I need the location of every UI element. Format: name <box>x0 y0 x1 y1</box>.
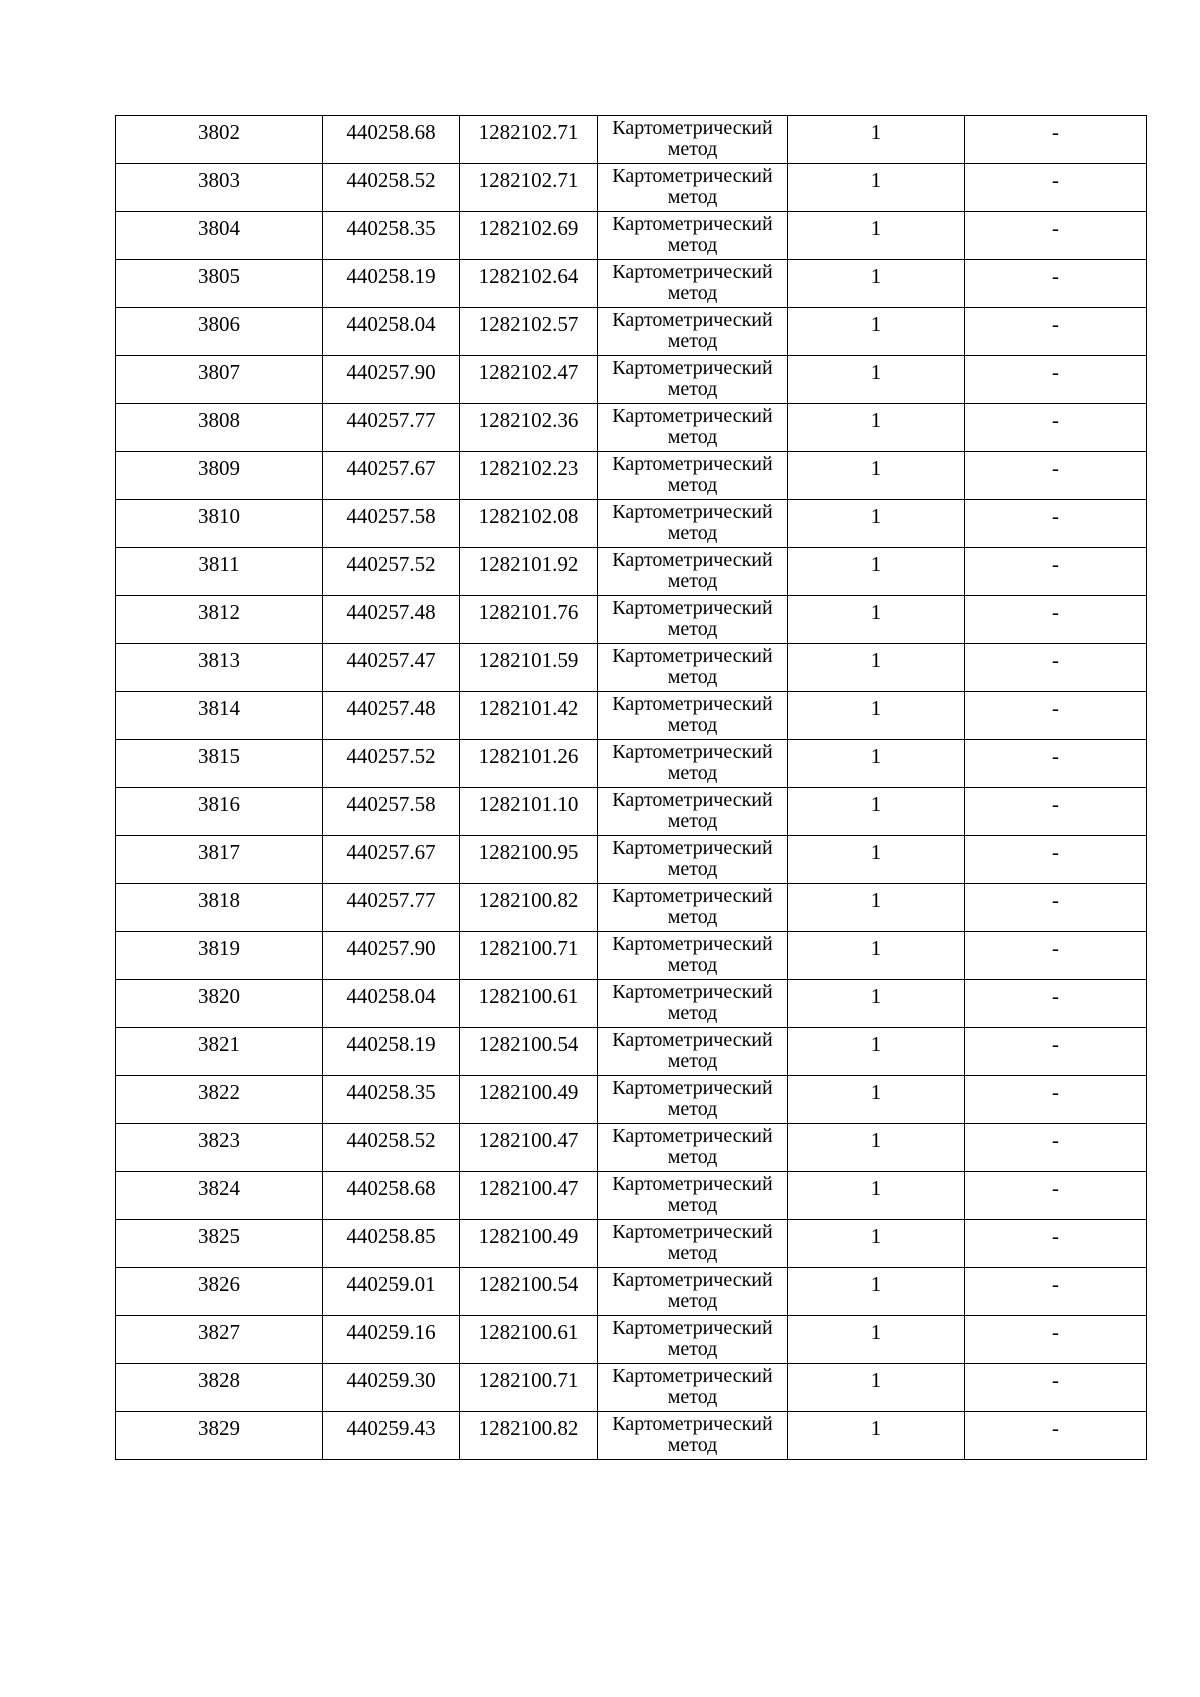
accuracy-cell: 1 <box>788 164 965 212</box>
x-coordinate-cell: 440257.77 <box>323 884 460 932</box>
description-cell: - <box>965 596 1147 644</box>
accuracy-cell: 1 <box>788 980 965 1028</box>
x-coordinate-cell: 440257.52 <box>323 740 460 788</box>
y-coordinate-cell: 1282100.82 <box>460 884 598 932</box>
x-coordinate-cell: 440258.19 <box>323 260 460 308</box>
x-coordinate-cell: 440257.90 <box>323 932 460 980</box>
description-cell: - <box>965 404 1147 452</box>
method-cell: Картометрический метод <box>598 932 788 980</box>
y-coordinate-cell: 1282101.10 <box>460 788 598 836</box>
y-coordinate-cell: 1282101.26 <box>460 740 598 788</box>
point-number-cell: 3802 <box>116 116 323 164</box>
point-number-cell: 3804 <box>116 212 323 260</box>
y-coordinate-cell: 1282100.71 <box>460 932 598 980</box>
accuracy-cell: 1 <box>788 308 965 356</box>
table-row <box>116 1364 1147 1412</box>
method-cell: Картометрический метод <box>598 260 788 308</box>
description-cell: - <box>965 884 1147 932</box>
y-coordinate-cell: 1282102.71 <box>460 164 598 212</box>
table-row <box>116 644 1147 692</box>
y-coordinate-cell: 1282100.71 <box>460 1364 598 1412</box>
method-cell: Картометрический метод <box>598 1028 788 1076</box>
accuracy-cell: 1 <box>788 1364 965 1412</box>
x-coordinate-cell: 440257.48 <box>323 692 460 740</box>
table-row <box>116 980 1147 1028</box>
method-cell: Картометрический метод <box>598 500 788 548</box>
y-coordinate-cell: 1282102.47 <box>460 356 598 404</box>
description-cell: - <box>965 1076 1147 1124</box>
x-coordinate-cell: 440258.04 <box>323 308 460 356</box>
accuracy-cell: 1 <box>788 1028 965 1076</box>
description-cell: - <box>965 836 1147 884</box>
y-coordinate-cell: 1282102.64 <box>460 260 598 308</box>
table-row <box>116 788 1147 836</box>
table-row <box>116 1316 1147 1364</box>
accuracy-cell: 1 <box>788 500 965 548</box>
point-number-cell: 3822 <box>116 1076 323 1124</box>
x-coordinate-cell: 440257.47 <box>323 644 460 692</box>
point-number-cell: 3813 <box>116 644 323 692</box>
method-cell: Картометрический метод <box>598 548 788 596</box>
point-number-cell: 3803 <box>116 164 323 212</box>
point-number-cell: 3821 <box>116 1028 323 1076</box>
point-number-cell: 3827 <box>116 1316 323 1364</box>
description-cell: - <box>965 500 1147 548</box>
x-coordinate-cell: 440259.01 <box>323 1268 460 1316</box>
table-row <box>116 1412 1147 1460</box>
y-coordinate-cell: 1282100.49 <box>460 1076 598 1124</box>
method-cell: Картометрический метод <box>598 356 788 404</box>
description-cell: - <box>965 116 1147 164</box>
x-coordinate-cell: 440259.43 <box>323 1412 460 1460</box>
table-row <box>116 116 1147 164</box>
x-coordinate-cell: 440257.67 <box>323 452 460 500</box>
table-row <box>116 692 1147 740</box>
description-cell: - <box>965 1316 1147 1364</box>
description-cell: - <box>965 1220 1147 1268</box>
x-coordinate-cell: 440258.52 <box>323 164 460 212</box>
y-coordinate-cell: 1282101.59 <box>460 644 598 692</box>
table-row <box>116 1124 1147 1172</box>
y-coordinate-cell: 1282100.47 <box>460 1124 598 1172</box>
description-cell: - <box>965 1172 1147 1220</box>
description-cell: - <box>965 308 1147 356</box>
table-row <box>116 452 1147 500</box>
accuracy-cell: 1 <box>788 836 965 884</box>
accuracy-cell: 1 <box>788 212 965 260</box>
x-coordinate-cell: 440258.52 <box>323 1124 460 1172</box>
table-row <box>116 836 1147 884</box>
point-number-cell: 3812 <box>116 596 323 644</box>
accuracy-cell: 1 <box>788 692 965 740</box>
method-cell: Картометрический метод <box>598 164 788 212</box>
method-cell: Картометрический метод <box>598 1172 788 1220</box>
accuracy-cell: 1 <box>788 260 965 308</box>
description-cell: - <box>965 788 1147 836</box>
x-coordinate-cell: 440258.35 <box>323 1076 460 1124</box>
y-coordinate-cell: 1282100.61 <box>460 980 598 1028</box>
description-cell: - <box>965 260 1147 308</box>
description-cell: - <box>965 1124 1147 1172</box>
accuracy-cell: 1 <box>788 932 965 980</box>
x-coordinate-cell: 440257.90 <box>323 356 460 404</box>
x-coordinate-cell: 440258.04 <box>323 980 460 1028</box>
table-row <box>116 260 1147 308</box>
x-coordinate-cell: 440257.58 <box>323 788 460 836</box>
table-row <box>116 164 1147 212</box>
method-cell: Картометрический метод <box>598 212 788 260</box>
x-coordinate-cell: 440257.52 <box>323 548 460 596</box>
description-cell: - <box>965 1364 1147 1412</box>
point-number-cell: 3809 <box>116 452 323 500</box>
table-row <box>116 356 1147 404</box>
x-coordinate-cell: 440258.68 <box>323 1172 460 1220</box>
table-row <box>116 740 1147 788</box>
y-coordinate-cell: 1282102.23 <box>460 452 598 500</box>
accuracy-cell: 1 <box>788 788 965 836</box>
point-number-cell: 3815 <box>116 740 323 788</box>
x-coordinate-cell: 440257.67 <box>323 836 460 884</box>
accuracy-cell: 1 <box>788 740 965 788</box>
y-coordinate-cell: 1282102.71 <box>460 116 598 164</box>
y-coordinate-cell: 1282100.47 <box>460 1172 598 1220</box>
table-row <box>116 1268 1147 1316</box>
x-coordinate-cell: 440258.19 <box>323 1028 460 1076</box>
method-cell: Картометрический метод <box>598 884 788 932</box>
accuracy-cell: 1 <box>788 884 965 932</box>
table-row <box>116 212 1147 260</box>
accuracy-cell: 1 <box>788 1172 965 1220</box>
method-cell: Картометрический метод <box>598 308 788 356</box>
x-coordinate-cell: 440257.77 <box>323 404 460 452</box>
accuracy-cell: 1 <box>788 1076 965 1124</box>
y-coordinate-cell: 1282100.95 <box>460 836 598 884</box>
description-cell: - <box>965 980 1147 1028</box>
point-number-cell: 3817 <box>116 836 323 884</box>
y-coordinate-cell: 1282102.57 <box>460 308 598 356</box>
accuracy-cell: 1 <box>788 356 965 404</box>
point-number-cell: 3828 <box>116 1364 323 1412</box>
description-cell: - <box>965 932 1147 980</box>
y-coordinate-cell: 1282102.69 <box>460 212 598 260</box>
accuracy-cell: 1 <box>788 404 965 452</box>
point-number-cell: 3824 <box>116 1172 323 1220</box>
accuracy-cell: 1 <box>788 644 965 692</box>
point-number-cell: 3823 <box>116 1124 323 1172</box>
table-row <box>116 1172 1147 1220</box>
y-coordinate-cell: 1282101.42 <box>460 692 598 740</box>
accuracy-cell: 1 <box>788 1412 965 1460</box>
point-number-cell: 3825 <box>116 1220 323 1268</box>
y-coordinate-cell: 1282102.08 <box>460 500 598 548</box>
point-number-cell: 3807 <box>116 356 323 404</box>
description-cell: - <box>965 452 1147 500</box>
description-cell: - <box>965 644 1147 692</box>
point-number-cell: 3810 <box>116 500 323 548</box>
description-cell: - <box>965 1412 1147 1460</box>
table-row <box>116 1028 1147 1076</box>
coordinates-table <box>115 115 1147 1460</box>
coordinates-table-body <box>116 116 1147 1460</box>
point-number-cell: 3814 <box>116 692 323 740</box>
table-row <box>116 884 1147 932</box>
point-number-cell: 3820 <box>116 980 323 1028</box>
method-cell: Картометрический метод <box>598 836 788 884</box>
method-cell: Картометрический метод <box>598 740 788 788</box>
point-number-cell: 3829 <box>116 1412 323 1460</box>
point-number-cell: 3805 <box>116 260 323 308</box>
point-number-cell: 3818 <box>116 884 323 932</box>
method-cell: Картометрический метод <box>598 788 788 836</box>
point-number-cell: 3808 <box>116 404 323 452</box>
y-coordinate-cell: 1282101.92 <box>460 548 598 596</box>
table-row <box>116 1220 1147 1268</box>
method-cell: Картометрический метод <box>598 1268 788 1316</box>
accuracy-cell: 1 <box>788 1316 965 1364</box>
point-number-cell: 3819 <box>116 932 323 980</box>
method-cell: Картометрический метод <box>598 980 788 1028</box>
description-cell: - <box>965 164 1147 212</box>
y-coordinate-cell: 1282100.82 <box>460 1412 598 1460</box>
point-number-cell: 3806 <box>116 308 323 356</box>
table-row <box>116 1076 1147 1124</box>
method-cell: Картометрический метод <box>598 1124 788 1172</box>
x-coordinate-cell: 440258.85 <box>323 1220 460 1268</box>
table-row <box>116 932 1147 980</box>
method-cell: Картометрический метод <box>598 596 788 644</box>
x-coordinate-cell: 440259.30 <box>323 1364 460 1412</box>
description-cell: - <box>965 692 1147 740</box>
y-coordinate-cell: 1282100.54 <box>460 1268 598 1316</box>
x-coordinate-cell: 440257.48 <box>323 596 460 644</box>
method-cell: Картометрический метод <box>598 644 788 692</box>
x-coordinate-cell: 440258.35 <box>323 212 460 260</box>
method-cell: Картометрический метод <box>598 116 788 164</box>
accuracy-cell: 1 <box>788 1220 965 1268</box>
table-row <box>116 596 1147 644</box>
accuracy-cell: 1 <box>788 596 965 644</box>
x-coordinate-cell: 440257.58 <box>323 500 460 548</box>
method-cell: Картометрический метод <box>598 404 788 452</box>
method-cell: Картометрический метод <box>598 1220 788 1268</box>
accuracy-cell: 1 <box>788 548 965 596</box>
table-row <box>116 404 1147 452</box>
accuracy-cell: 1 <box>788 452 965 500</box>
y-coordinate-cell: 1282100.61 <box>460 1316 598 1364</box>
table-row <box>116 548 1147 596</box>
x-coordinate-cell: 440258.68 <box>323 116 460 164</box>
description-cell: - <box>965 1028 1147 1076</box>
y-coordinate-cell: 1282102.36 <box>460 404 598 452</box>
y-coordinate-cell: 1282100.49 <box>460 1220 598 1268</box>
description-cell: - <box>965 740 1147 788</box>
description-cell: - <box>965 548 1147 596</box>
method-cell: Картометрический метод <box>598 452 788 500</box>
point-number-cell: 3826 <box>116 1268 323 1316</box>
table-row <box>116 308 1147 356</box>
method-cell: Картометрический метод <box>598 1364 788 1412</box>
description-cell: - <box>965 356 1147 404</box>
point-number-cell: 3816 <box>116 788 323 836</box>
table-row <box>116 500 1147 548</box>
description-cell: - <box>965 212 1147 260</box>
y-coordinate-cell: 1282100.54 <box>460 1028 598 1076</box>
method-cell: Картометрический метод <box>598 1316 788 1364</box>
accuracy-cell: 1 <box>788 1268 965 1316</box>
description-cell: - <box>965 1268 1147 1316</box>
method-cell: Картометрический метод <box>598 1412 788 1460</box>
accuracy-cell: 1 <box>788 116 965 164</box>
method-cell: Картометрический метод <box>598 1076 788 1124</box>
method-cell: Картометрический метод <box>598 692 788 740</box>
point-number-cell: 3811 <box>116 548 323 596</box>
x-coordinate-cell: 440259.16 <box>323 1316 460 1364</box>
accuracy-cell: 1 <box>788 1124 965 1172</box>
y-coordinate-cell: 1282101.76 <box>460 596 598 644</box>
